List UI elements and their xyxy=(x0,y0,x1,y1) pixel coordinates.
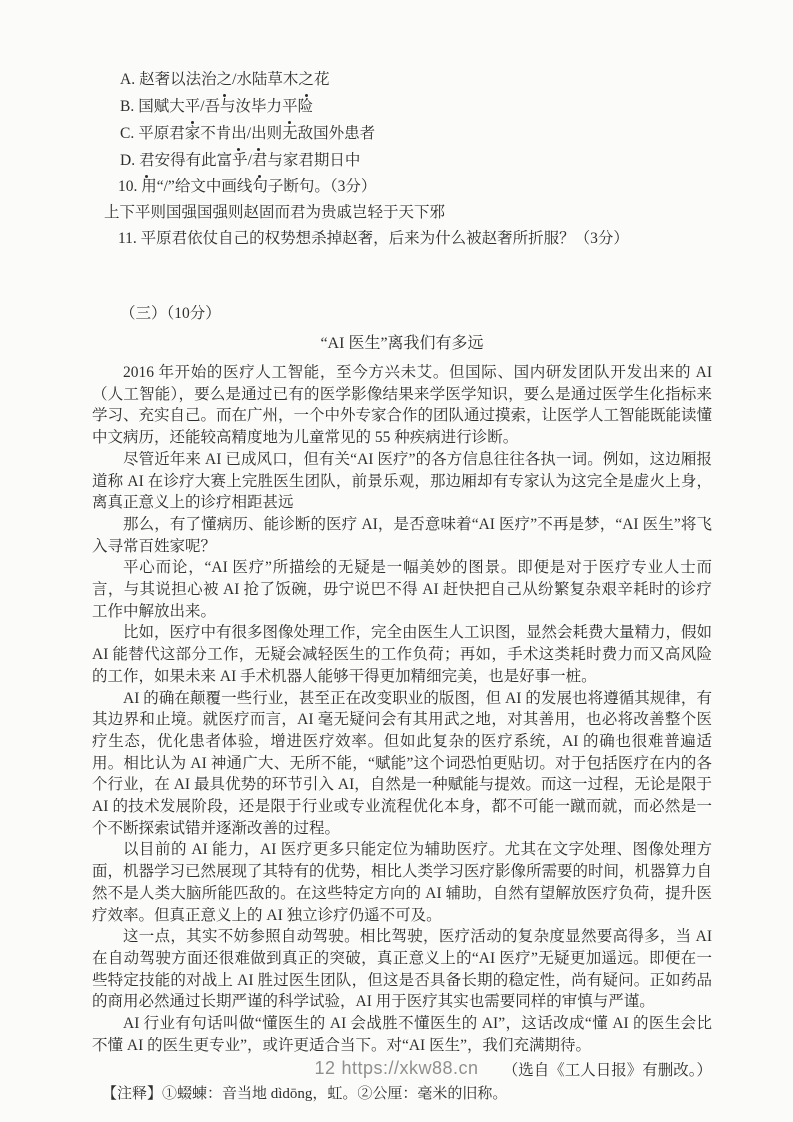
option-d-label: D. xyxy=(120,152,136,169)
option-d xyxy=(120,147,712,174)
option-b xyxy=(120,93,712,120)
page-footer xyxy=(0,1058,793,1079)
reading-passage-section xyxy=(92,302,712,1106)
article-paragraph: 尽管近年来 AI 已成风口，但有关“AI 医疗”的各方信息往往各执一词。例如，这边厢报道称 AI 在诊疗大赛上完胜医生团队，前景乐观，那边厢却有专家认为这完全是虚火上身，离真正意义上的诊疗相距甚远 xyxy=(92,450,712,512)
option-c-text: 平原君家不肯出/出则无敌国外患者 xyxy=(138,125,375,142)
article-body xyxy=(92,362,712,1057)
article-paragraph: AI 行业有句话叫做“懂医生的 AI 会战胜不懂医生的 AI”，这话改成“懂 AI 的医生会比不懂 AI 的医生更专业”，或许更适合当下。对“AI 医生”，我们充满期待。 xyxy=(92,1015,712,1054)
watermark-url: https://xkw88.cn xyxy=(341,1058,479,1078)
option-b-text: 国赋大平/吾与汝毕力平险 xyxy=(138,98,313,115)
option-b-label: B. xyxy=(120,98,135,115)
question-10-sentence: 上下平则国强国强则赵固而君为贵戚岂轻于天下邪 xyxy=(104,204,446,221)
article-paragraph: AI 的确在颠覆一些行业，甚至正在改变职业的版图，但 AI 的发展也将遵循其规律，有其边界和止境。就医疗而言，AI 毫无疑问会有其用武之地，对其善用，也必将改善整个医疗生态，优化患者体验，增进医疗效率。但如此复杂的医疗系统，AI 的确也很难普遍适用。相比认为 AI 神通广大、无所不能，“赋能”这个词恐怕更贴切。对于包括医疗在内的各个行业，在 AI 最具优势的环节引入 AI，自然是一种赋能与提效。而这一过程，无论是限于 AI 的技术发展阶段，还是限于行业或专业流程优化本身，都不可能一蹴而就，而必然是一个不断探索试错并逐渐改善的过程。 xyxy=(92,689,712,837)
article-title: “AI 医生”离我们有多远 xyxy=(320,335,484,352)
option-d-text: 君安得有此富乎/君与家君期日中 xyxy=(139,152,360,169)
article-paragraph: 那么，有了懂病历、能诊断的医疗 AI，是否意味着“AI 医疗”不再是梦，“AI 医生”将飞入寻常百姓家呢？ xyxy=(92,515,712,555)
article-paragraph: 以目前的 AI 能力，AI 医疗更多只能定位为辅助医疗。尤其在文字处理、图像处理方面，机器学习已然展现了其特有的优势，相比人类学习医疗影像所需要的时间，机器算力自然不是人类大脑所能匹敌的。在这些特定方向的 AI 辅助，自然有望解放医疗负荷，提升医疗效率。但真正意义上的 AI 独立诊疗仍遥不可及。 xyxy=(92,841,713,924)
article-paragraph: 2016 年开始的医疗人工智能，至今方兴未艾。但国际、国内研发团队开发出来的 AI（人工智能），要么是通过已有的医学影像结果来学医学知识，要么是通过医学生化指标来学习、充实自己。而在广州，一个中外专家合作的团队通过摸索，让医学人工智能既能读懂中文病历，还能较高精度地为儿童常见的 55 种疾病进行诊断。 xyxy=(92,364,713,447)
footnote: 【注释】①蝃蝀：音当地 dìdōng，虹。②公厘：毫米的旧称。 xyxy=(102,1085,508,1102)
option-a-text: 赵奢以法治之/水陆草木之花 xyxy=(139,71,329,88)
option-c-label: C. xyxy=(120,125,135,142)
article-paragraph: 平心而论，“AI 医疗”所描绘的无疑是一幅美妙的图景。即便是对于医疗专业人士而言，与其说担心被 AI 抢了饭碗，毋宁说巴不得 AI 赶快把自己从纷繁复杂艰辛耗时的诊疗工作中解放出来。 xyxy=(92,559,712,620)
section-label: （三）（10分） xyxy=(120,305,221,322)
article-paragraph: 比如，医疗中有很多图像处理工作，完全由医生人工识图，显然会耗费大量精力，假如 AI 能替代这部分工作，无疑会减轻医生的工作负荷；再如，手术这类耗时费力而又高风险的工作，如果未来 AI 手术机器人能够干得更加精细完美，也是好事一桩。 xyxy=(92,624,713,685)
page-content xyxy=(92,66,712,1106)
page-number: 12 xyxy=(314,1058,336,1078)
option-a xyxy=(120,66,712,93)
question-10: 10. 用“/”给文中画线句子断句。（3分） xyxy=(118,178,377,195)
questions-section xyxy=(92,66,712,252)
option-a-label: A. xyxy=(120,71,136,88)
source-attribution: （选自《工人日报》有删改。） xyxy=(502,1061,712,1079)
option-c xyxy=(120,120,712,147)
article-paragraph: 这一点，其实不妨参照自动驾驶。相比驾驶，医疗活动的复杂度显然要高得多，当 AI 在自动驾驶方面还很难做到真正的突破，真正意义上的“AI 医疗”无疑更加遥远。即便在一些特定技能的对战上 AI 胜过医生团队，但这是否具备长期的稳定性，尚有疑问。正如药品的商用必然通过长期严谨的科学试验，AI 用于医疗其实也需要同样的审慎与严谨。 xyxy=(92,928,712,1011)
question-11: 11. 平原君依仗自己的权势想杀掉赵奢，后来为什么被赵奢所折服？（3分） xyxy=(118,230,629,247)
